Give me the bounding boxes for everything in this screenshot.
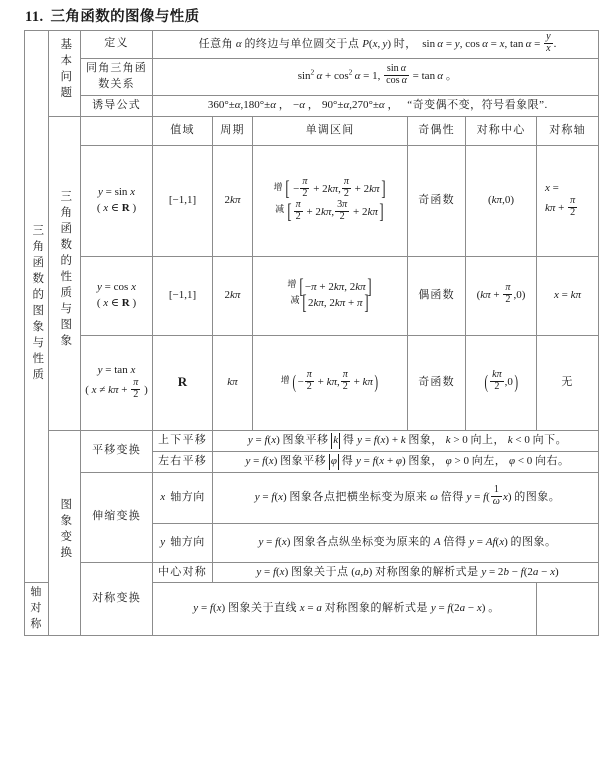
table-row <box>25 145 599 256</box>
table-row <box>25 58 599 95</box>
group-label-translation: 平移变换 <box>81 430 153 472</box>
table-row <box>25 472 599 523</box>
x-axis-scaling-content: y = f(x) 图象各点把横坐标变为原来 ω 倍得 y = f( $\frac{1}{\omega}$ x) 的图象。 <box>213 472 599 523</box>
cos-range: [−1,1] <box>153 256 213 335</box>
function-col-header-blank <box>81 116 153 145</box>
tan-parity: 奇函数 <box>408 335 466 430</box>
cos-monotonic: $^增$ [−π + 2kπ, 2kπ] $^减$ [2kπ, 2kπ + π] <box>253 256 408 335</box>
sin-period: 2kπ <box>213 145 253 256</box>
function-name-cos: y = cos x ( x ∈ R ) <box>81 256 153 335</box>
sub-label-x-axis: x 轴方向 <box>153 472 213 523</box>
col-header-parity: 奇偶性 <box>408 116 466 145</box>
vertical-shift-content: y = f(x) 图象平移 k 得 y = f(x) + k 图象， k > 0 向上， k < 0 向下。 <box>213 430 599 451</box>
sub-label-vertical-shift: 上下平移 <box>153 430 213 451</box>
col-header-sym-center: 对称中心 <box>466 116 537 145</box>
definition-content: 任意角 α 的终边与单位圆交于点 P(x, y) 时， sin α = y, cos α = x, tan α = $\frac{y}{x}$ . <box>153 31 599 59</box>
horizontal-shift-content: y = f(x) 图象平移 φ 得 y = f(x + φ) 图象， φ > 0 向左， φ < 0 向右。 <box>213 451 599 472</box>
title-number: 11. <box>25 9 44 25</box>
sub-label-definition: 定义 <box>81 31 153 59</box>
sub-label-center-symmetry: 中心对称 <box>153 562 213 583</box>
induction-content: 360°±α,180°±α ， −α ， 90°±α,270°±α ， “奇变偶不变，符号看象限”. <box>153 95 599 116</box>
sin-symmetry-axis: x = kπ + $\frac{\pi}{2}$ <box>537 145 599 256</box>
section-label-properties-text: 三角函数的性质与图象 <box>59 190 72 351</box>
y-axis-scaling-content: y = f(x) 图象各点纵坐标变为原来的 A 倍得 y = Af(x) 的图象。 <box>213 523 599 562</box>
tan-symmetry-axis: 无 <box>537 335 599 430</box>
sub-label-axis-symmetry: 轴对称 <box>25 583 49 636</box>
sub-label-same-angle-text: 同角三角函数关系 <box>86 61 147 90</box>
col-header-monotonic: 单调区间 <box>253 116 408 145</box>
col-header-sym-axis: 对称轴 <box>537 116 599 145</box>
table-row <box>25 562 599 583</box>
tan-range: R <box>153 335 213 430</box>
table-row <box>25 95 599 116</box>
cos-symmetry-axis: x = kπ <box>537 256 599 335</box>
table-row <box>25 31 599 59</box>
table-row <box>25 116 599 145</box>
tan-monotonic: $^增$ (− $\frac{\pi}{2}$ + kπ, $\frac{\pi}{2}$ + kπ) <box>253 335 408 430</box>
section-label-properties <box>49 116 81 430</box>
sub-label-induction: 诱导公式 <box>81 95 153 116</box>
root-label: 三角函数的图象与性质 <box>31 223 44 384</box>
group-label-scaling: 伸缩变换 <box>81 472 153 562</box>
center-symmetry-content: y = f(x) 图象关于点 (a,b) 对称图象的解析式是 y = 2b − f(2a − x) <box>213 562 599 583</box>
cos-period: 2kπ <box>213 256 253 335</box>
tan-period: kπ <box>213 335 253 430</box>
title-text: 三角函数的图像与性质 <box>50 9 200 25</box>
sub-label-y-axis: y 轴方向 <box>153 523 213 562</box>
trig-reference-table <box>24 30 599 636</box>
group-label-symmetry: 对称变换 <box>81 562 153 636</box>
table-row <box>25 430 599 451</box>
section-label-basic-text: 基本问题 <box>59 38 72 103</box>
axis-symmetry-content: y = f(x) 图象关于直线 x = a 对称图象的解析式是 y = f(2a − x) 。 <box>153 583 537 636</box>
sin-range: [−1,1] <box>153 145 213 256</box>
sin-monotonic: $^增$ [ − $\frac{\pi}{2}$ + 2kπ, $\frac{\pi}{2}$ + 2kπ] $^减$ [ $\frac{\pi}{2}$ + 2kπ, $\frac{3\pi}{2}$ + 2kπ] <box>253 145 408 256</box>
section-label-transform <box>49 430 81 636</box>
col-header-range: 值域 <box>153 116 213 145</box>
page-title <box>0 0 600 30</box>
sub-label-horizontal-shift: 左右平移 <box>153 451 213 472</box>
sin-parity: 奇函数 <box>408 145 466 256</box>
section-label-basic <box>49 31 81 117</box>
sub-label-same-angle <box>81 58 153 95</box>
function-name-tan: y = tan x ( x ≠ kπ + $\frac{\pi}{2}$ ) <box>81 335 153 430</box>
table-row <box>25 335 599 430</box>
same-angle-content: $\sin^2 \alpha + \cos^2 \alpha = 1$, $\frac{\text{sin α}}{\text{cos α}}$ = tan α 。 <box>153 58 599 95</box>
function-name-sin: y = sin x ( x ∈ R ) <box>81 145 153 256</box>
cos-symmetry-center: (kπ + $\frac{\pi}{2}$ ,0) <box>466 256 537 335</box>
cos-parity: 偶函数 <box>408 256 466 335</box>
root-label-cell <box>25 31 49 583</box>
section-label-transform-text: 图象变换 <box>59 498 72 562</box>
table-row <box>25 256 599 335</box>
tan-symmetry-center: ( $\frac{k\pi}{2}$ ,0) <box>466 335 537 430</box>
col-header-period: 周期 <box>213 116 253 145</box>
sin-symmetry-center: (kπ,0) <box>466 145 537 256</box>
